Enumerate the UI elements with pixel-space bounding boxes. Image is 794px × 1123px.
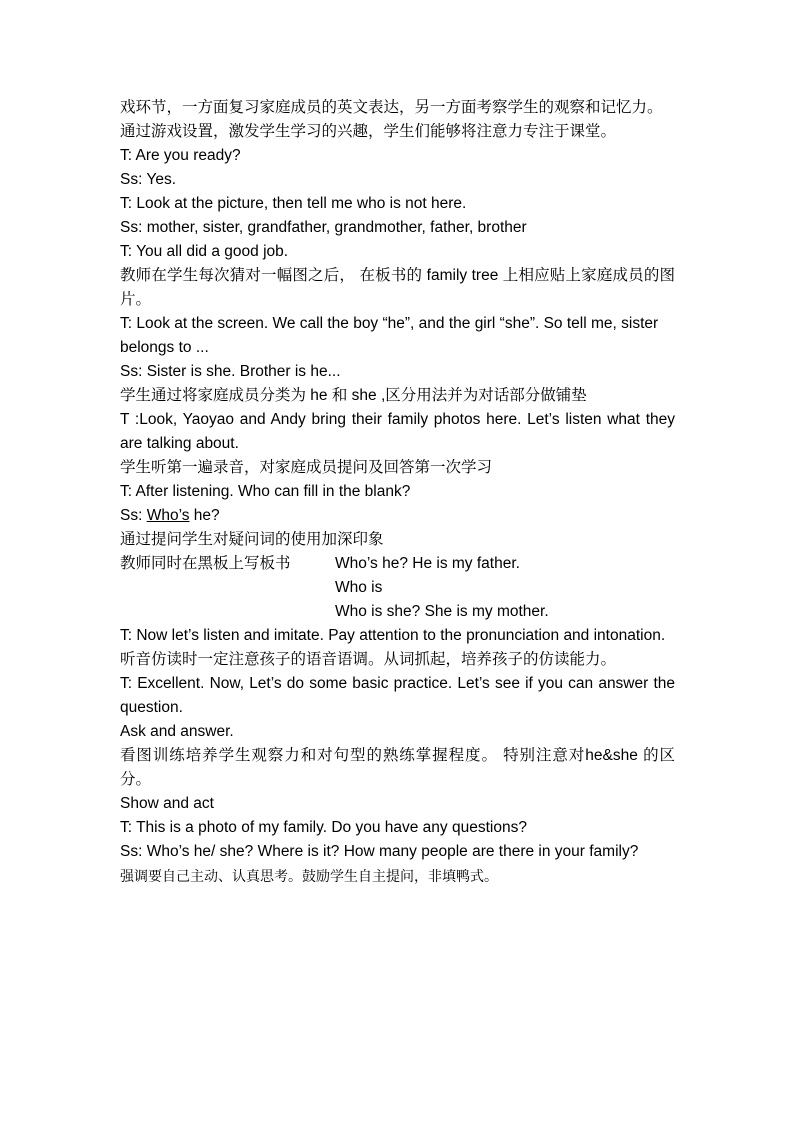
paragraph-observation: 看图训练培养学生观察力和对句型的熟练掌握程度。 特别注意对he&she 的区分。 [120,747,675,788]
paragraph-he-she: 学生通过将家庭成员分类为 he 和 she ,区分用法并为对话部分做铺垫 [120,387,587,404]
dialogue-line: T: Are you ready? [120,147,241,164]
paragraph-game-setting: 通过游戏设置，激发学生学习的兴趣，学生们能够将注意力专注于课堂。 [120,123,617,140]
dialogue-line: T :Look, Yaoyao and Andy bring their family photos here. Let’s listen what they are talking about. [120,411,675,452]
dialogue-line: Ss: mother, sister, grandfather, grandmother, father, brother [120,219,527,236]
section-label: Show and act [120,795,214,812]
paragraph-family-tree: 教师在学生每次猜对一幅图之后， 在板书的 family tree 上相应贴上家庭成员的图片。 [120,267,675,308]
section-label: Ask and answer. [120,723,234,740]
dialogue-line: T: Look at the screen. We call the boy “he”, and the girl “she”. So tell me, sister belongs to ... [120,315,659,356]
paragraph-first-listening: 学生听第一遍录音，对家庭成员提问及回答第一次学习 [120,459,493,476]
dialogue-line: T: You all did a good job. [120,243,289,260]
paragraph-game-purpose: 戏环节，一方面复习家庭成员的英文表达，另一方面考察学生的观察和记忆力。 [120,99,663,116]
dialogue-line [120,504,675,528]
blackboard-notes [120,552,675,624]
paragraph-emphasis: 强调要自己主动、认真思考。鼓励学生自主提问，非填鸭式。 [120,868,498,884]
blackboard-sentence: Who is she? She is my mother. [335,603,549,620]
paragraph-imitation: 听音仿读时一定注意孩子的语音语调。从词抓起，培养孩子的仿读能力。 [120,651,617,668]
blackboard-sentence: Who is [335,579,383,596]
dialogue-line: Ss: Who’s he/ she? Where is it? How many people are there in your family? [120,843,639,860]
underlined-whos: Who’s [146,507,190,524]
blackboard-intro: 教师同时在黑板上写板书 [120,555,291,572]
dialogue-line: T: This is a photo of my family. Do you have any questions? [120,819,527,836]
blackboard-sentence: Who’s he? He is my father. [335,555,520,572]
dialogue-line: T: Excellent. Now, Let’s do some basic practice. Let’s see if you can answer the question. [120,675,675,716]
dialogue-line: T: Now let’s listen and imitate. Pay attention to the pronunciation and intonation. [120,627,666,644]
dialogue-line: Ss: Yes. [120,171,177,188]
line-prefix: Ss: [120,507,147,524]
paragraph-question-words: 通过提问学生对疑问词的使用加深印象 [120,531,384,548]
dialogue-line: T: Look at the picture, then tell me who is not here. [120,195,467,212]
dialogue-line: T: After listening. Who can fill in the blank? [120,483,411,500]
line-suffix: he? [189,507,220,524]
blackboard-sentences [335,552,675,624]
dialogue-line: Ss: Sister is she. Brother is he... [120,363,341,380]
document-body [120,96,675,888]
